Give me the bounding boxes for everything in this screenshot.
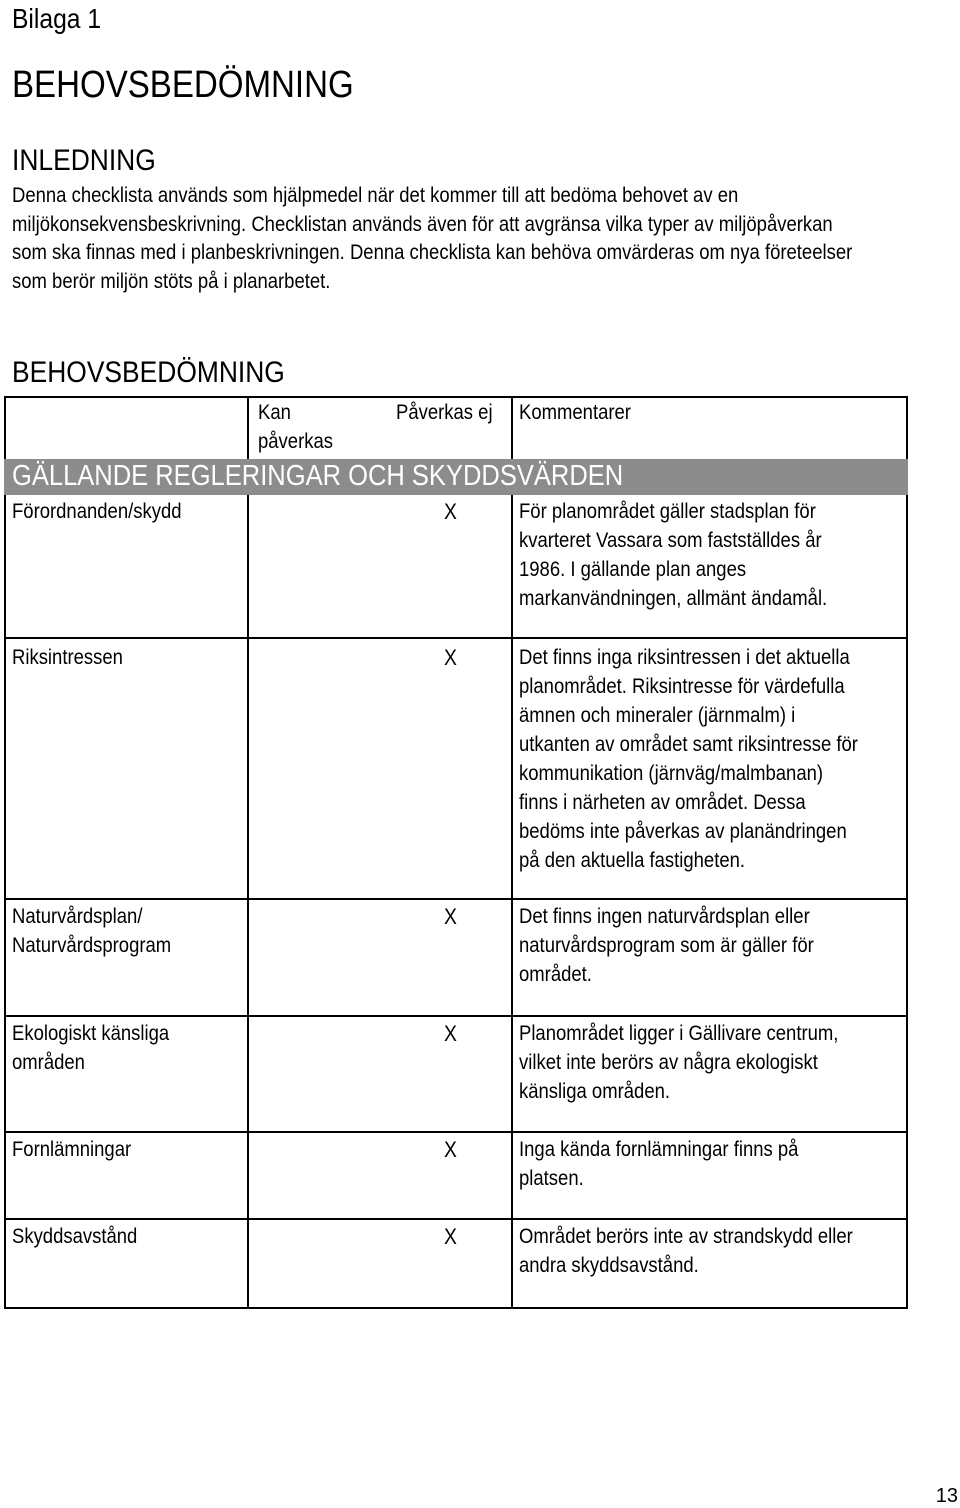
row-comment [519,643,858,875]
row-comment-line: bedöms inte påverkas av planändringen [519,820,847,843]
header-divider-1 [247,396,249,459]
row-comment-line: kommunikation (järnväg/malmbanan) [519,762,824,785]
row-comment-line: området. [519,963,592,986]
row-comment-line: finns i närheten av området. Dessa [519,791,806,814]
section-title: BEHOVSBEDÖMNING [12,356,285,389]
row-label-line: Skyddsavstånd [12,1225,138,1248]
row-label-line: områden [12,1051,85,1074]
row-comment-line: För planområdet gäller stadsplan för [519,500,816,523]
row-label [12,497,182,526]
intro-heading: INLEDNING [12,144,156,177]
header-affected-line: påverkas [258,430,333,453]
row-comment-line: Det finns ingen naturvårdsplan eller [519,905,810,928]
row-comment-line: utkanten av området samt riksintresse för [519,733,858,756]
row-divider [4,1218,908,1220]
row-label-line: Naturvårdsplan/ [12,905,143,928]
row-comment-line: naturvårdsprogram som är gäller för [519,934,814,957]
row-label [12,1222,137,1251]
row-divider [4,1131,908,1133]
main-title: BEHOVSBEDÖMNING [12,64,354,106]
table-border-bottom [4,1307,908,1309]
row-label-line: Naturvårdsprogram [12,934,172,957]
row-comment-line: andra skyddsavstånd. [519,1254,699,1277]
column-divider-label [247,495,249,1309]
intro-line: som berör miljön stöts på i planarbetet. [12,269,331,293]
row-label-line: Riksintressen [12,646,123,669]
table-border-left [4,396,6,1309]
page-number: 13 [935,1485,958,1507]
row-label [12,1135,131,1164]
not-affected-mark: X [444,1224,457,1249]
row-comment [519,1135,798,1193]
row-label-line: Ekologiskt känsliga [12,1022,170,1045]
row-comment-line: känsliga områden. [519,1080,671,1103]
not-affected-mark: X [444,499,457,524]
row-label-line: Förordnanden/skydd [12,500,182,523]
row-comment-line: Inga kända fornlämningar finns på [519,1138,799,1161]
row-comment [519,497,827,613]
row-comment-line: Planområdet ligger i Gällivare centrum, [519,1022,839,1045]
row-comment-line: markanvändningen, allmänt ändamål. [519,587,828,610]
header-affected-line: Kan [258,401,291,424]
row-label [12,1019,169,1077]
row-comment [519,1222,853,1280]
header-comments: Kommentarer [519,401,631,424]
header-affected [258,398,333,456]
row-label [12,902,171,960]
row-label [12,643,123,672]
row-comment-line: 1986. I gällande plan anges [519,558,747,581]
row-divider [4,898,908,900]
row-comment-line: planområdet. Riksintresse för värdefulla [519,675,845,698]
not-affected-mark: X [444,1021,457,1046]
row-comment-line: platsen. [519,1167,584,1190]
annex-label: Bilaga 1 [12,3,102,34]
table-border-right [906,396,908,1309]
row-label-line: Fornlämningar [12,1138,132,1161]
row-divider [4,637,908,639]
row-comment [519,902,814,989]
row-comment-line: på den aktuella fastigheten. [519,849,746,872]
row-comment-line: ämnen och mineraler (järnmalm) i [519,704,796,727]
header-divider-2 [511,396,513,459]
row-comment-line: Det finns inga riksintressen i det aktuella [519,646,850,669]
row-divider [4,1015,908,1017]
column-divider-comments [511,495,513,1309]
intro-line: miljökonsekvensbeskrivning. Checklistan används även för att avgränsa vilka typer av miljöpåverkan [12,212,833,236]
header-not-affected: Påverkas ej [396,401,493,424]
row-comment-line: Området berörs inte av strandskydd eller [519,1225,853,1248]
intro-line: Denna checklista används som hjälpmedel när det kommer till att bedöma behovet av en [12,184,739,207]
not-affected-mark: X [444,645,457,670]
row-comment-line: kvarteret Vassara som fastställdes år [519,529,822,552]
group-title: GÄLLANDE REGLERINGAR OCH SKYDDSVÄRDEN [12,460,624,492]
not-affected-mark: X [444,1137,457,1162]
row-comment [519,1019,838,1106]
not-affected-mark: X [444,904,457,929]
row-comment-line: vilket inte berörs av några ekologiskt [519,1051,818,1074]
intro-line: som ska finnas med i planbeskrivningen. Denna checklista kan behöva omvärderas om nya företeelser [12,241,853,264]
intro-paragraph [12,182,960,296]
